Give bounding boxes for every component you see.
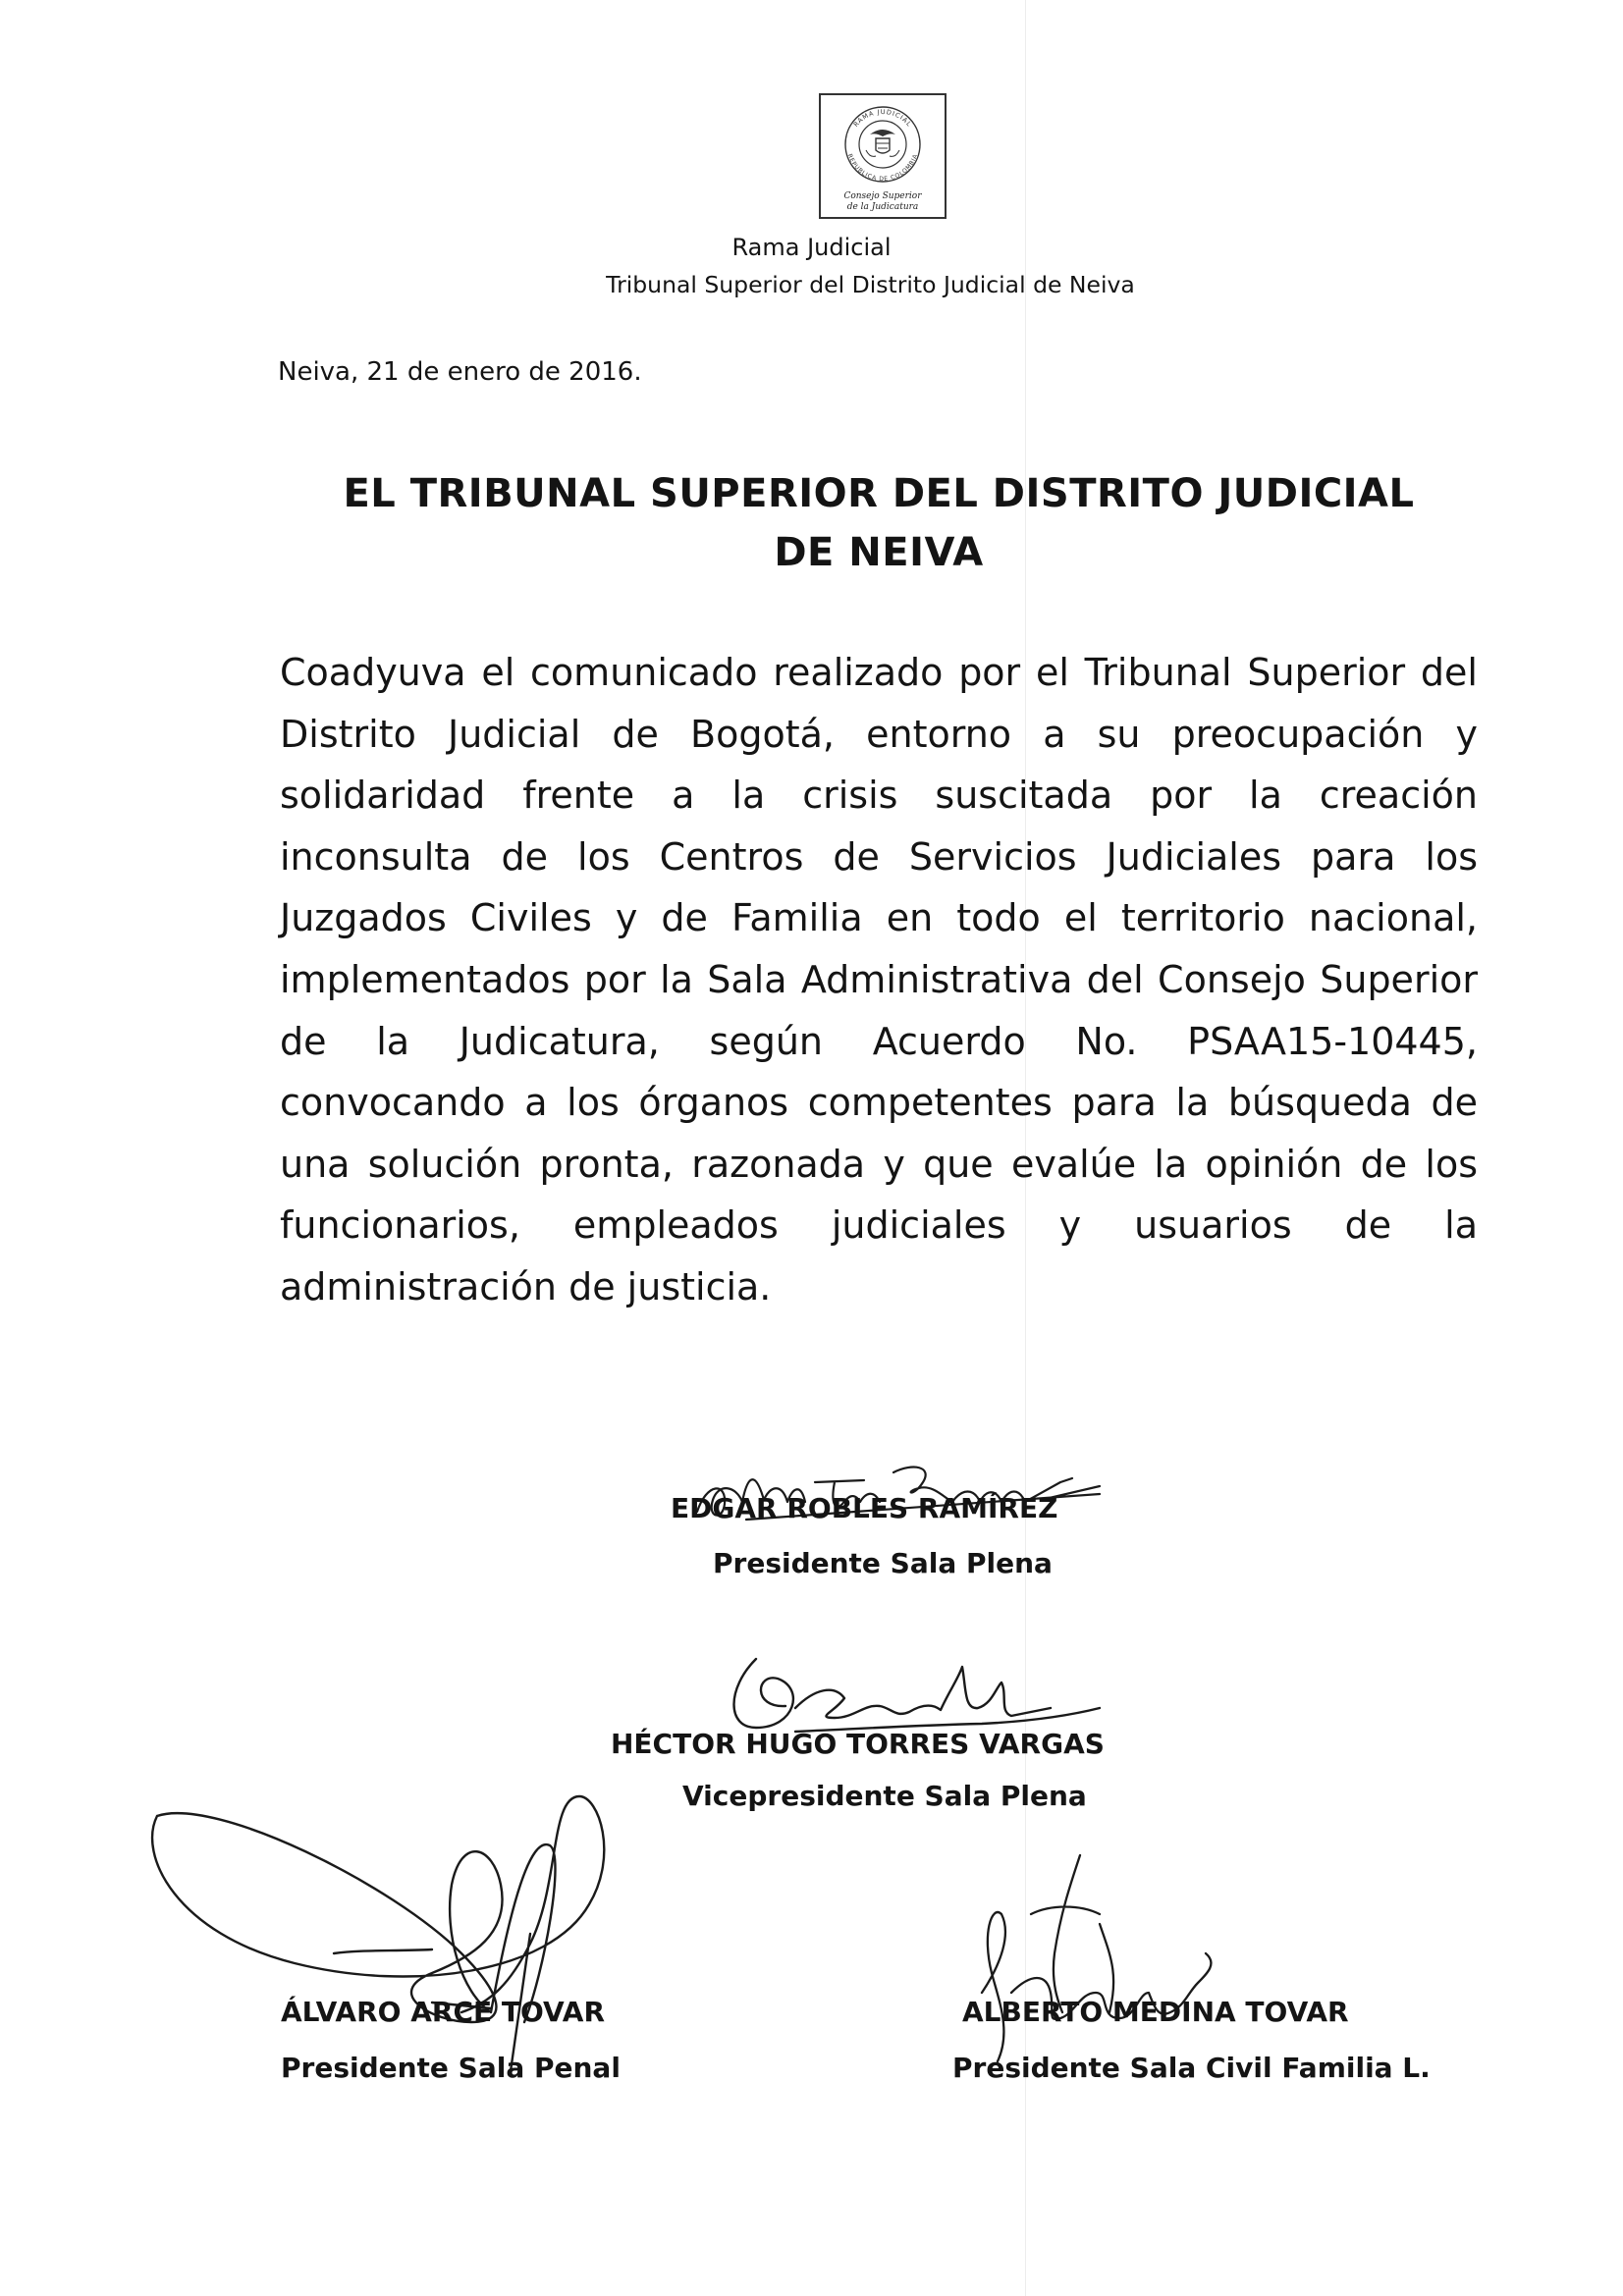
svg-text:REPUBLICA DE COLOMBIA: REPUBLICA DE COLOMBIA <box>845 152 920 184</box>
signatory-3-name: ÁLVARO ARCE TOVAR <box>281 1996 606 2028</box>
signature-alberto-medina <box>952 1845 1247 2071</box>
title-line-2: DE NEIVA <box>774 530 984 575</box>
signatory-3-role: Presidente Sala Penal <box>281 2052 621 2084</box>
signatory-2-name: HÉCTOR HUGO TORRES VARGAS <box>611 1728 1105 1760</box>
svg-text:Consejo Superior: Consejo Superior <box>843 191 922 201</box>
title-line-1: EL TRIBUNAL SUPERIOR DEL DISTRITO JUDICIAL <box>343 471 1415 516</box>
svg-text:de la Judicatura: de la Judicatura <box>846 202 919 212</box>
signatory-1-role: Presidente Sala Plena <box>713 1547 1053 1579</box>
signatory-1-name: EDGAR ROBLES RAMÍREZ <box>671 1492 1058 1524</box>
signatory-4-name: ALBERTO MEDINA TOVAR <box>962 1996 1349 2028</box>
seal-emblem-icon <box>821 95 945 217</box>
signatory-4-role: Presidente Sala Civil Familia L. <box>952 2052 1431 2084</box>
letter-date: Neiva, 21 de enero de 2016. <box>278 357 642 387</box>
judicial-seal-logo <box>819 93 947 219</box>
signatory-2-role: Vicepresidente Sala Plena <box>682 1780 1087 1812</box>
svg-text:RAMA JUDICIAL: RAMA JUDICIAL <box>851 107 914 129</box>
header-line-2: Tribunal Superior del Distrito Judicial de Neiva <box>606 271 1135 298</box>
body-paragraph: Coadyuva el comunicado realizado por el Tribunal Superior del Distrito Judicial de Bogotá, entorno a su preocupación y solidaridad frente a la crisis suscitada por la creación inconsulta de los Centros de Servicios Judiciales para los Juzgados Civiles y de Familia en todo el territorio nacional, implementados por la Sala Administrativa del Consejo Superior de la Judicatura, según Acuerdo No. PSAA15-10445, convocando a los órganos competentes para la búsqueda de una solución pronta, razonada y que evalúe la opinión de los funcionarios, empleados judiciales y usuarios de la administración de justicia. <box>280 651 1478 1308</box>
header-line-1: Rama Judicial <box>731 234 892 261</box>
